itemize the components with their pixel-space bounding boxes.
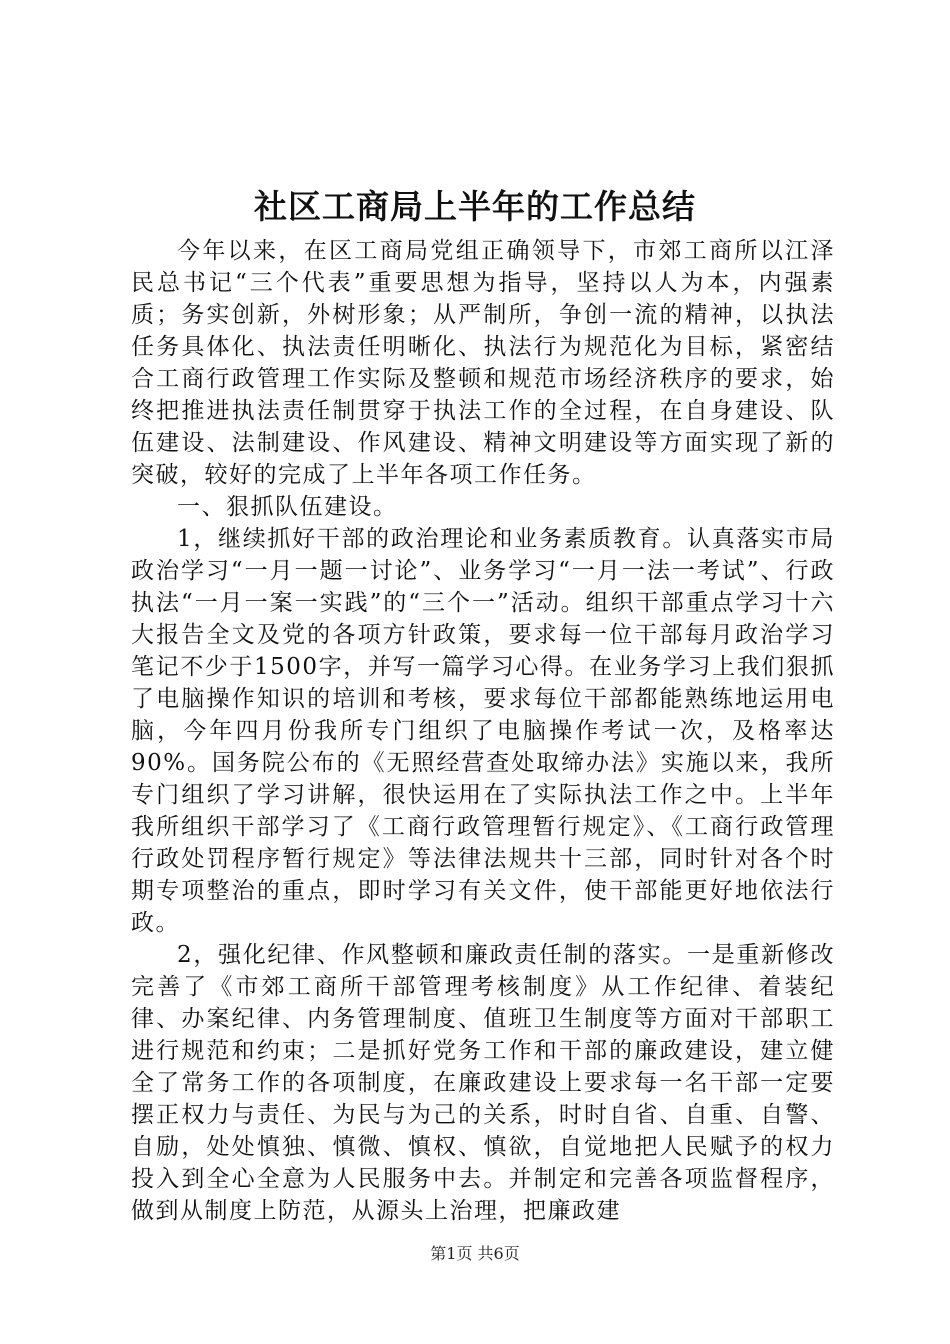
- paragraph-intro: 今年以来，在区工商局党组正确领导下，市郊工商所以江泽民总书记“三个代表”重要思想为指导，坚持以人为本，内强素质；务实创新，外树形象；从严制所，争创一流的精神，以执法任务具体化、执法责任明晰化、执法行为规范化为目标，紧密结合工商行政管理工作实际及整顿和规范市场经济秩序的要求，始终把推进执法责任制贯穿于执法工作的全过程，在自身建设、队伍建设、法制建设、作风建设、精神文明建设等方面实现了新的突破，较好的完成了上半年各项工作任务。: [131, 238, 835, 488]
- document-title: 社区工商局上半年的工作总结: [254, 187, 696, 226]
- document-body: [131, 235, 835, 1227]
- section-heading: 一、狠抓队伍建设。: [177, 494, 398, 520]
- page-footer: 第1页 共6页: [430, 1244, 520, 1263]
- paragraph-item-2: 2，强化纪律、作风整顿和廉政责任制的落实。一是重新修改完善了《市郊工商所干部管理考核制度》从工作纪律、着装纪律、办案纪律、内务管理制度、值班卫生制度等方面对干部职工进行规范和约束；二是抓好党务工作和干部的廉政建设，建立健全了常务工作的各项制度，在廉政建设上要求每一名干部一定要摆正权力与责任、为民与为己的关系，时时自省、自重、自警、自励，处处慎独、慎微、慎权、慎欲，自觉地把人民赋予的权力投入到全心全意为人民服务中去。并制定和完善各项监督程序，做到从制度上防范，从源头上治理，把廉政建: [131, 942, 835, 1224]
- paragraph-item-1: 1，继续抓好干部的政治理论和业务素质教育。认真落实市局政治学习“一月一题一讨论”、业务学习“一月一法一考试”、行政执法“一月一案一实践”的“三个一”活动。组织干部重点学习十六大报告全文及党的各项方针政策，要求每一位干部每月政治学习笔记不少于1500字，并写一篇学习心得。在业务学习上我们狠抓了电脑操作知识的培训和考核，要求每位干部都能熟练地运用电脑，今年四月份我所专门组织了电脑操作考试一次，及格率达90%。国务院公布的《无照经营查处取缔办法》实施以来，我所专门组织了学习讲解，很快运用在了实际执法工作之中。上半年我所组织干部学习了《工商行政管理暂行规定》、《工商行政管理行政处罚程序暂行规定》等法律法规共十三部，同时针对各个时期专项整治的重点，即时学习有关文件，使干部能更好地依法行政。: [131, 526, 835, 936]
